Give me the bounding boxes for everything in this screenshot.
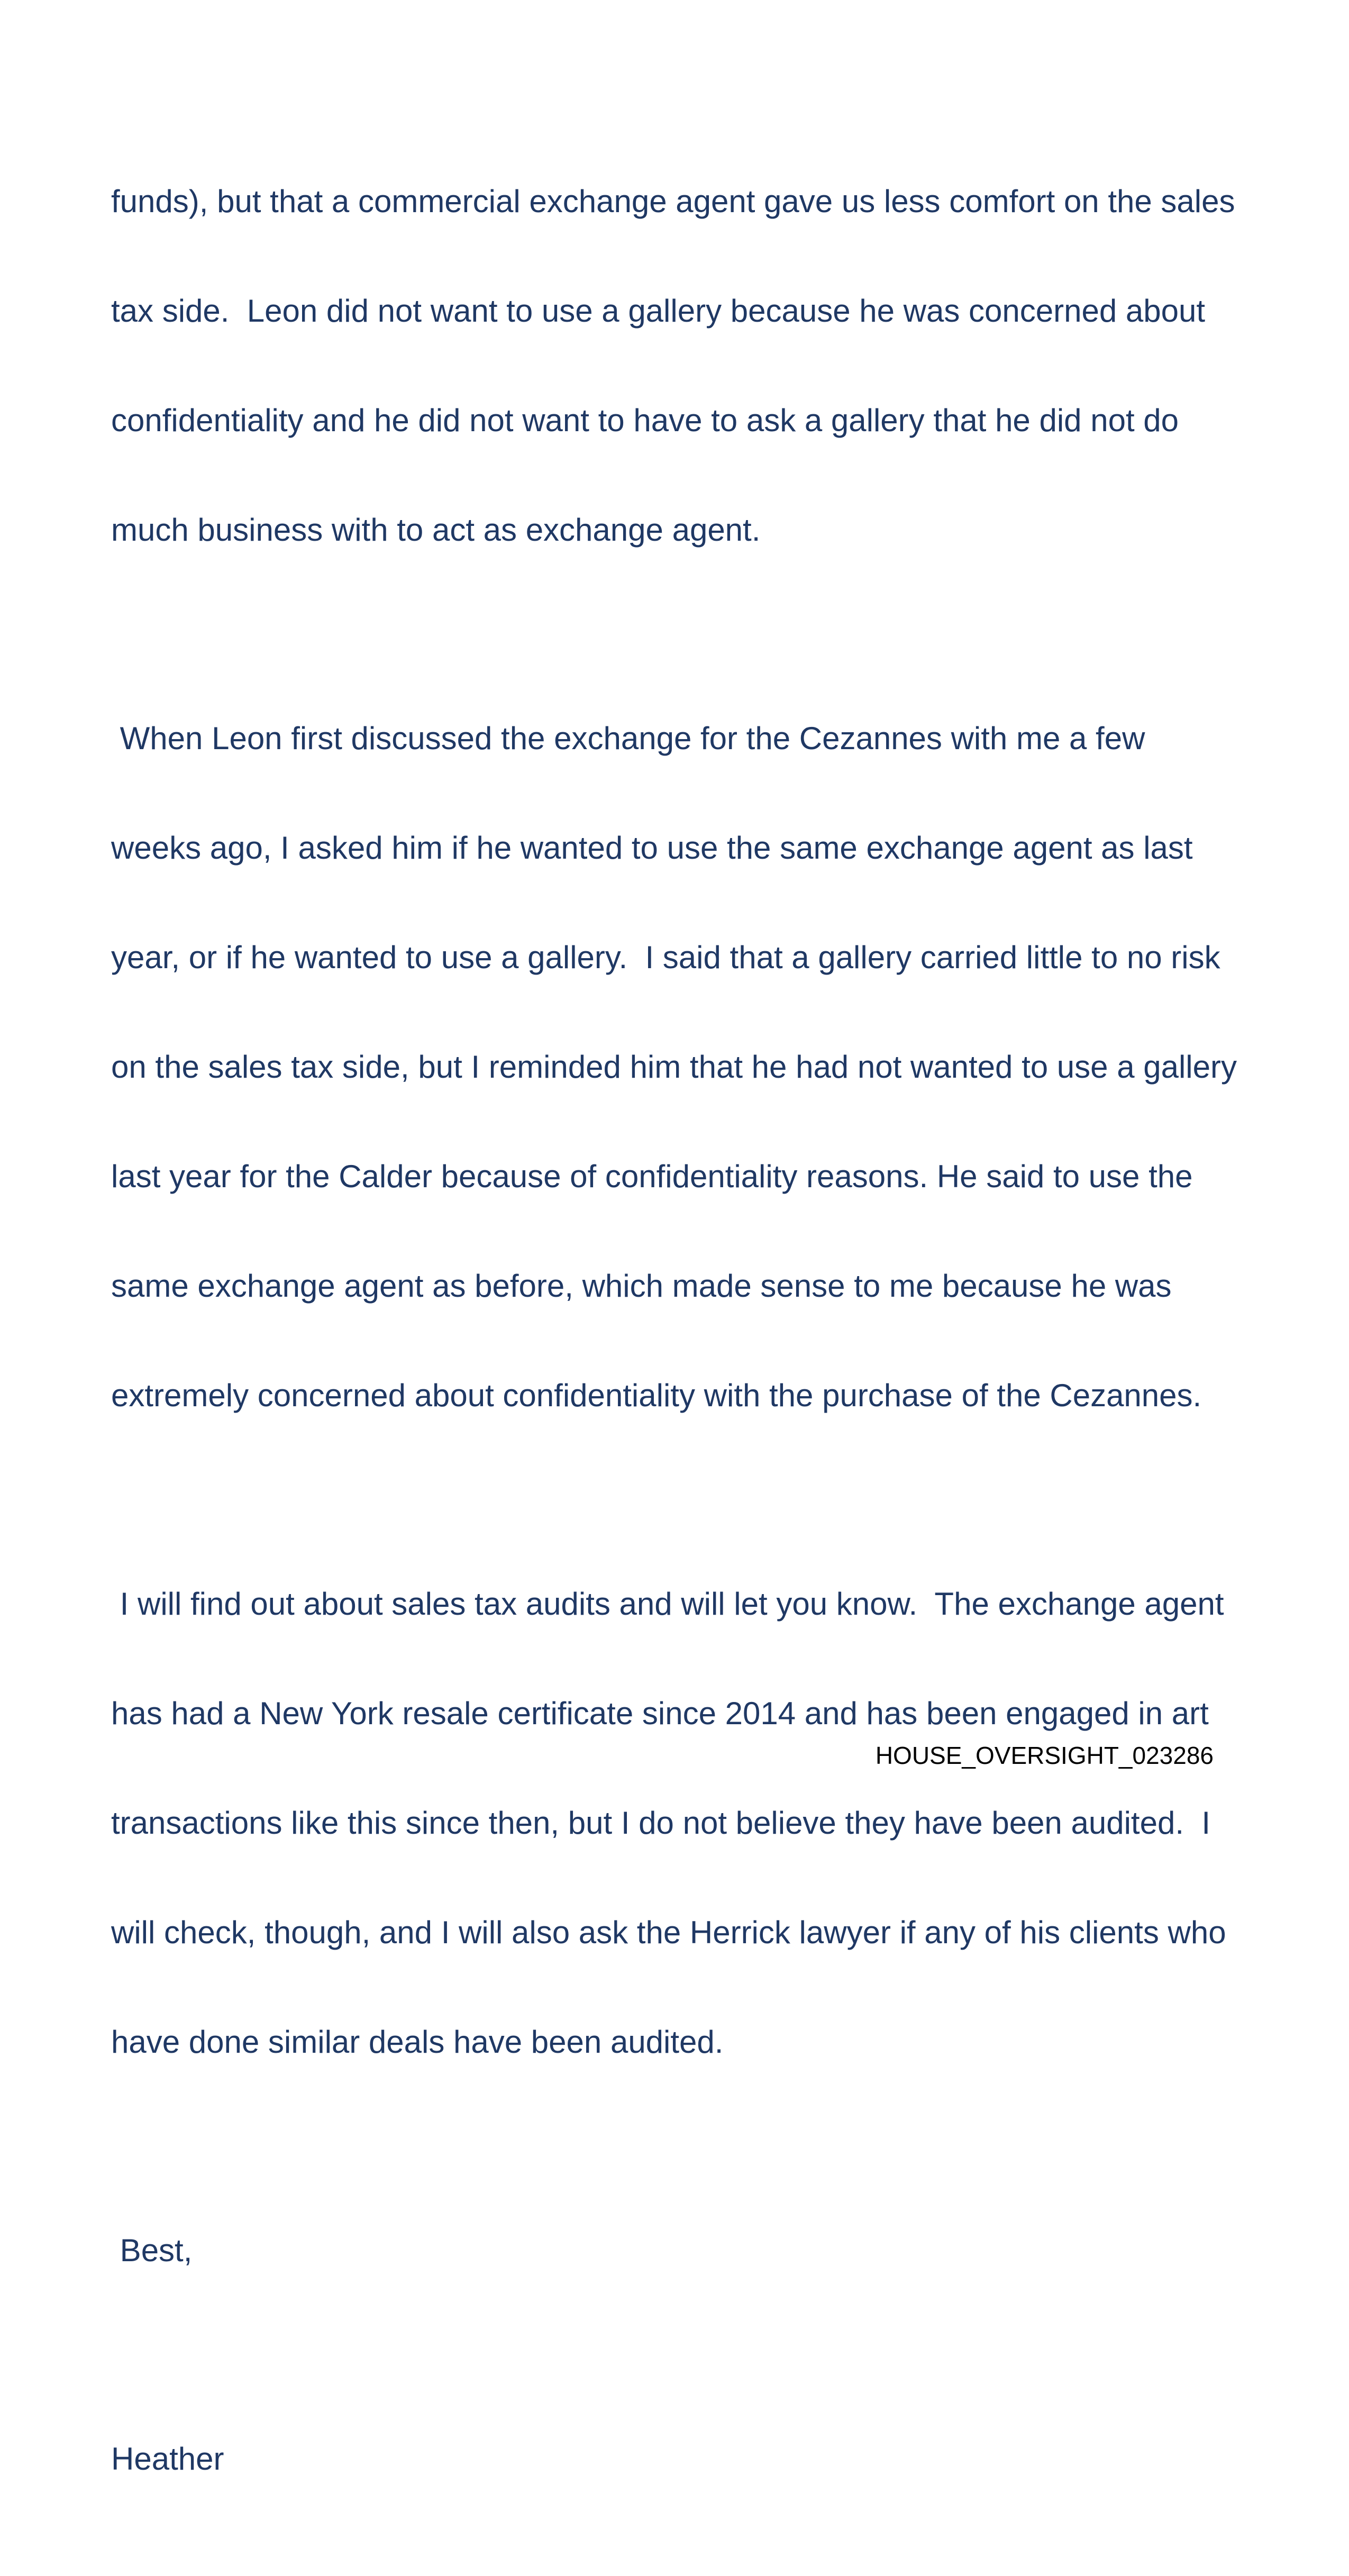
- text-line: extremely concerned about confidentiality with the purchase of the Cezannes.: [111, 1378, 1202, 1413]
- text-line: has had a New York resale certificate since 2014 and has been engaged in art: [111, 1696, 1209, 1731]
- closing-text: Best,: [111, 2233, 193, 2268]
- text-line: transactions like this since then, but I do not believe they have been audited. I: [111, 1805, 1210, 1841]
- signature: [111, 2368, 1275, 2550]
- text-line: on the sales tax side, but I reminded him that he had not wanted to use a gallery: [111, 1049, 1237, 1085]
- text-line: funds), but that a commercial exchange agent gave us less comfort on the sales: [111, 184, 1235, 219]
- text-line: same exchange agent as before, which made sense to me because he was: [111, 1268, 1172, 1304]
- text-line: I will find out about sales tax audits and will let you know. The exchange agent: [111, 1586, 1224, 1622]
- text-line: tax side. Leon did not want to use a gallery because he was concerned about: [111, 293, 1206, 329]
- text-line: will check, though, and I will also ask the Herrick lawyer if any of his clients who: [111, 1915, 1226, 1950]
- text-line: confidentiality and he did not want to have to ask a gallery that he did not do: [111, 403, 1179, 438]
- paragraph-3: [111, 1513, 1275, 2133]
- text-line: weeks ago, I asked him if he wanted to use the same exchange agent as last: [111, 830, 1193, 866]
- email-body: [111, 110, 1275, 2576]
- text-line: much business with to act as exchange agent.: [111, 512, 761, 548]
- closing: [111, 2159, 1275, 2342]
- text-line: When Leon first discussed the exchange for the Cezannes with me a few: [111, 721, 1145, 756]
- signature-name: Heather: [111, 2441, 224, 2477]
- text-line: have done similar deals have been audited.: [111, 2024, 724, 2060]
- paragraph-1: [111, 110, 1275, 621]
- text-line: last year for the Calder because of confidentiality reasons. He said to use the: [111, 1159, 1193, 1194]
- paragraph-2: [111, 647, 1275, 1487]
- text-line: year, or if he wanted to use a gallery. I said that a gallery carried little to no risk: [111, 940, 1220, 975]
- bates-number: HOUSE_OVERSIGHT_023286: [875, 1742, 1214, 1769]
